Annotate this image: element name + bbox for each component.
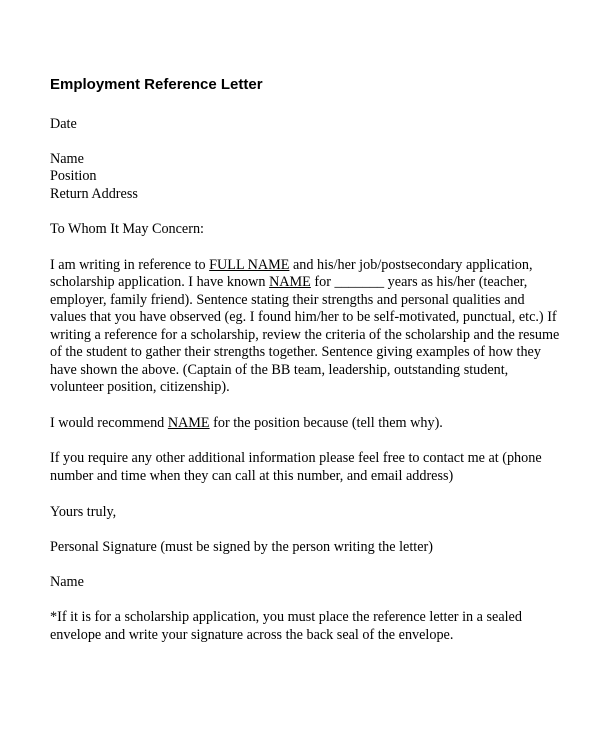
paragraph1-line3: employer, family friend). Sentence stating their strengths and personal qualities and bbox=[50, 292, 525, 308]
paragraph1-line2-post: for _______ years as his/her (teacher, bbox=[310, 274, 528, 290]
footnote-line1: *If it is for a scholarship application, you must place the reference letter in a sealed bbox=[50, 609, 522, 625]
signer-name: Name bbox=[50, 574, 84, 590]
paragraph1-line6: of the student to gather their strengths together. Sentence giving examples of how they bbox=[50, 344, 541, 360]
date-line: Date bbox=[50, 116, 77, 132]
recipient-position: Position bbox=[50, 168, 97, 184]
name-placeholder: NAME bbox=[269, 274, 311, 290]
salutation: To Whom It May Concern: bbox=[50, 221, 204, 237]
paragraph1-line1-post: and his/her job/postsecondary application, bbox=[289, 257, 533, 273]
footnote-line2: envelope and write your signature across the back seal of the envelope. bbox=[50, 627, 454, 643]
closing: Yours truly, bbox=[50, 504, 117, 520]
paragraph1-line1 bbox=[50, 257, 533, 274]
recipient-name: Name bbox=[50, 151, 84, 167]
signature-line: Personal Signature (must be signed by the person writing the letter) bbox=[50, 539, 433, 555]
paragraph1-line8: volunteer position, citizenship). bbox=[50, 379, 230, 395]
paragraph3-line2: number and time when they can call at this number, and email address) bbox=[50, 468, 454, 484]
paragraph2-post: for the position because (tell them why). bbox=[209, 415, 443, 431]
paragraph1-line4: values that you have observed (eg. I found him/her to be self-motivated, punctual, etc.) If bbox=[50, 309, 557, 325]
paragraph3-line1: If you require any other additional information please feel free to contact me at (phone bbox=[50, 450, 542, 466]
paragraph2 bbox=[50, 415, 443, 432]
paragraph2-pre: I would recommend bbox=[50, 415, 168, 431]
paragraph1-line2 bbox=[50, 274, 527, 291]
recipient-return-address: Return Address bbox=[50, 186, 138, 202]
recommend-name-placeholder: NAME bbox=[167, 415, 210, 431]
paragraph1-line1-pre: I am writing in reference to bbox=[50, 257, 210, 273]
paragraph1-line2-pre: scholarship application. I have known bbox=[50, 274, 270, 290]
paragraph1-line7: have shown the above. (Captain of the BB team, leadership, outstanding student, bbox=[50, 362, 509, 378]
full-name-placeholder: FULL NAME bbox=[209, 257, 290, 273]
paragraph1-line5: writing a reference for a scholarship, review the criteria of the scholarship and the resume bbox=[50, 327, 560, 343]
document-title: Employment Reference Letter bbox=[50, 76, 263, 93]
